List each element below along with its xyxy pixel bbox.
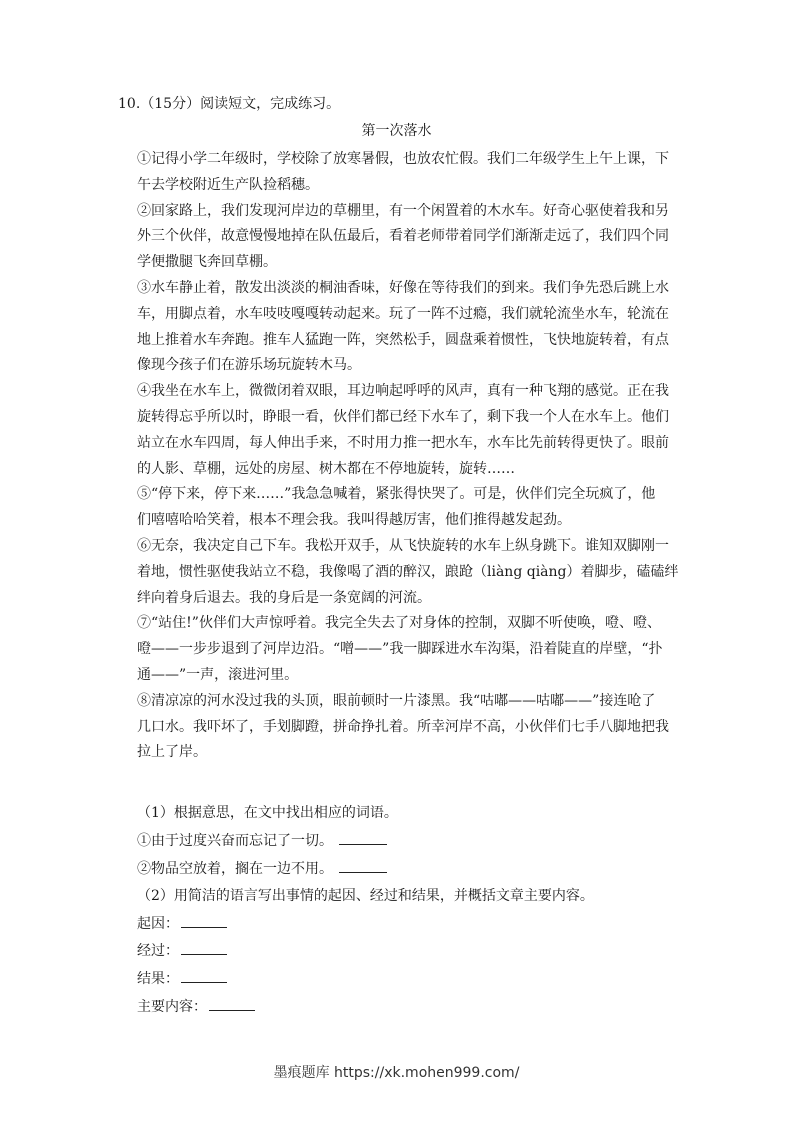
paragraph-line: 的人影、草棚，远处的房屋、树木都在不停地旋转，旋转…… xyxy=(137,460,515,477)
answer-blank-2[interactable] xyxy=(339,860,387,873)
paragraph-line: 着地，惯性驱使我站立不稳，我像喝了酒的醉汉，踉跄（liàng qiàng）着脚步，磕磕绊 xyxy=(137,563,679,580)
summary-line xyxy=(137,997,255,1017)
process-blank[interactable] xyxy=(181,942,227,955)
paragraph-line: ⑧清凉凉的河水没过我的头顶，眼前顿时一片漆黑。我“咕嘟——咕嘟——”接连呛了 xyxy=(137,692,656,709)
result-line xyxy=(137,969,227,989)
paragraph-line: 拉上了岸。 xyxy=(137,744,207,761)
answer-blank-1[interactable] xyxy=(339,832,387,845)
paragraph-7 xyxy=(137,611,677,688)
paragraph-line: ①记得小学二年级时，学校除了放寒暑假，也放农忙假。我们二年级学生上午上课，下 xyxy=(137,151,669,167)
subquestion-1-item-1 xyxy=(137,831,387,851)
paragraph-4 xyxy=(137,379,677,482)
summary-blank[interactable] xyxy=(209,998,255,1011)
paragraph-line: 噔——一步步退到了河岸边沿。“噌——”我一脚踩进水车沟渠，沿着陡直的岸壁，“扑 xyxy=(137,641,663,658)
item-2-text: ②物品空放着，搁在一边不用。 xyxy=(137,861,333,877)
paragraph-6 xyxy=(137,534,677,611)
result-label: 结果： xyxy=(137,971,179,987)
process-line xyxy=(137,941,227,961)
cause-blank[interactable] xyxy=(181,915,227,928)
subquestion-2-prompt: （2）用简洁的语言写出事情的起因、经过和结果，并概括文章主要内容。 xyxy=(137,888,594,904)
paragraph-line: ③水车静止着，散发出淡淡的桐油香味，好像在等待我们的到来。我们争先恐后跳上水 xyxy=(137,280,669,296)
paragraph-line: 外三个伙伴，故意慢慢地掉在队伍最后，看着老师带着同学们渐渐走远了，我们四个同 xyxy=(137,228,669,245)
paragraph-line: 通——”一声，滚进河里。 xyxy=(137,666,299,683)
paragraph-line: 学便撒腿飞奔回草棚。 xyxy=(137,254,277,271)
paragraph-line: 地上推着水车奔跑。推车人猛跑一阵，突然松手，圆盘乘着惯性，飞快地旋转着，有点 xyxy=(137,331,669,348)
story-title: 第一次落水 xyxy=(361,123,432,139)
paragraph-line: ⑦“站住!”伙伴们大声惊呼着。我完全失去了对身体的控制，双脚不听使唤，噔、噔、 xyxy=(137,615,661,632)
subquestion-1-prompt: （1）根据意思，在文中找出相应的词语。 xyxy=(137,805,398,821)
paragraph-line: 旋转得忘乎所以时，睁眼一看，伙伴们都已经下水车了，剩下我一个人在水车上。他们 xyxy=(137,408,669,425)
paragraph-line: 车，用脚点着，水车吱吱嘎嘎转动起来。玩了一阵不过瘾，我们就轮流坐水车，轮流在 xyxy=(137,305,669,322)
paragraph-3 xyxy=(137,276,677,379)
item-1-text: ①由于过度兴奋而忘记了一切。 xyxy=(137,833,333,849)
paragraph-line: 们嘻嘻哈哈笑着，根本不理会我。我叫得越厉害，他们推得越发起劲。 xyxy=(137,512,571,529)
paragraph-line: 几口水。我吓坏了，手划脚蹬，拼命挣扎着。所幸河岸不高，小伙伴们七手八脚地把我 xyxy=(137,718,669,735)
paragraph-5 xyxy=(137,482,677,534)
footer-watermark: 墨痕题库 https://xk.mohen999.com/ xyxy=(273,1065,520,1081)
cause-line xyxy=(137,914,227,934)
paragraph-1 xyxy=(137,147,677,199)
summary-label: 主要内容： xyxy=(137,999,207,1015)
paragraph-line: ⑥无奈，我决定自己下车。我松开双手，从飞快旋转的水车上纵身跳下。谁知双脚刚一 xyxy=(137,538,669,554)
cause-label: 起因： xyxy=(137,916,179,932)
paragraph-line: 站立在水车四周，每人伸出手来，不时用力推一把水车，水车比先前转得更快了。眼前 xyxy=(137,434,669,451)
paragraph-line: ④我坐在水车上，微微闭着双眼，耳边响起呼呼的风声，真有一种飞翔的感觉。正在我 xyxy=(137,383,669,400)
paragraph-line: 午去学校附近生产队捡稻穗。 xyxy=(137,176,319,193)
subquestion-1-item-2 xyxy=(137,859,387,879)
paragraph-line: ②回家路上，我们发现河岸边的草棚里，有一个闲置着的木水车。好奇心驱使着我和另 xyxy=(137,202,669,219)
paragraph-2 xyxy=(137,199,677,276)
paragraph-8 xyxy=(137,689,677,766)
process-label: 经过： xyxy=(137,943,179,959)
paragraph-line: 像现今孩子们在游乐场玩旋转木马。 xyxy=(137,357,361,374)
paragraph-line: ⑤“停下来，停下来……”我急急喊着，紧张得快哭了。可是，伙伴们完全玩疯了，他 xyxy=(137,486,656,503)
paragraph-line: 绊向着身后退去。我的身后是一条宽阔的河流。 xyxy=(137,589,431,606)
question-title: 10.（15分）阅读短文，完成练习。 xyxy=(118,96,341,112)
result-blank[interactable] xyxy=(181,970,227,983)
